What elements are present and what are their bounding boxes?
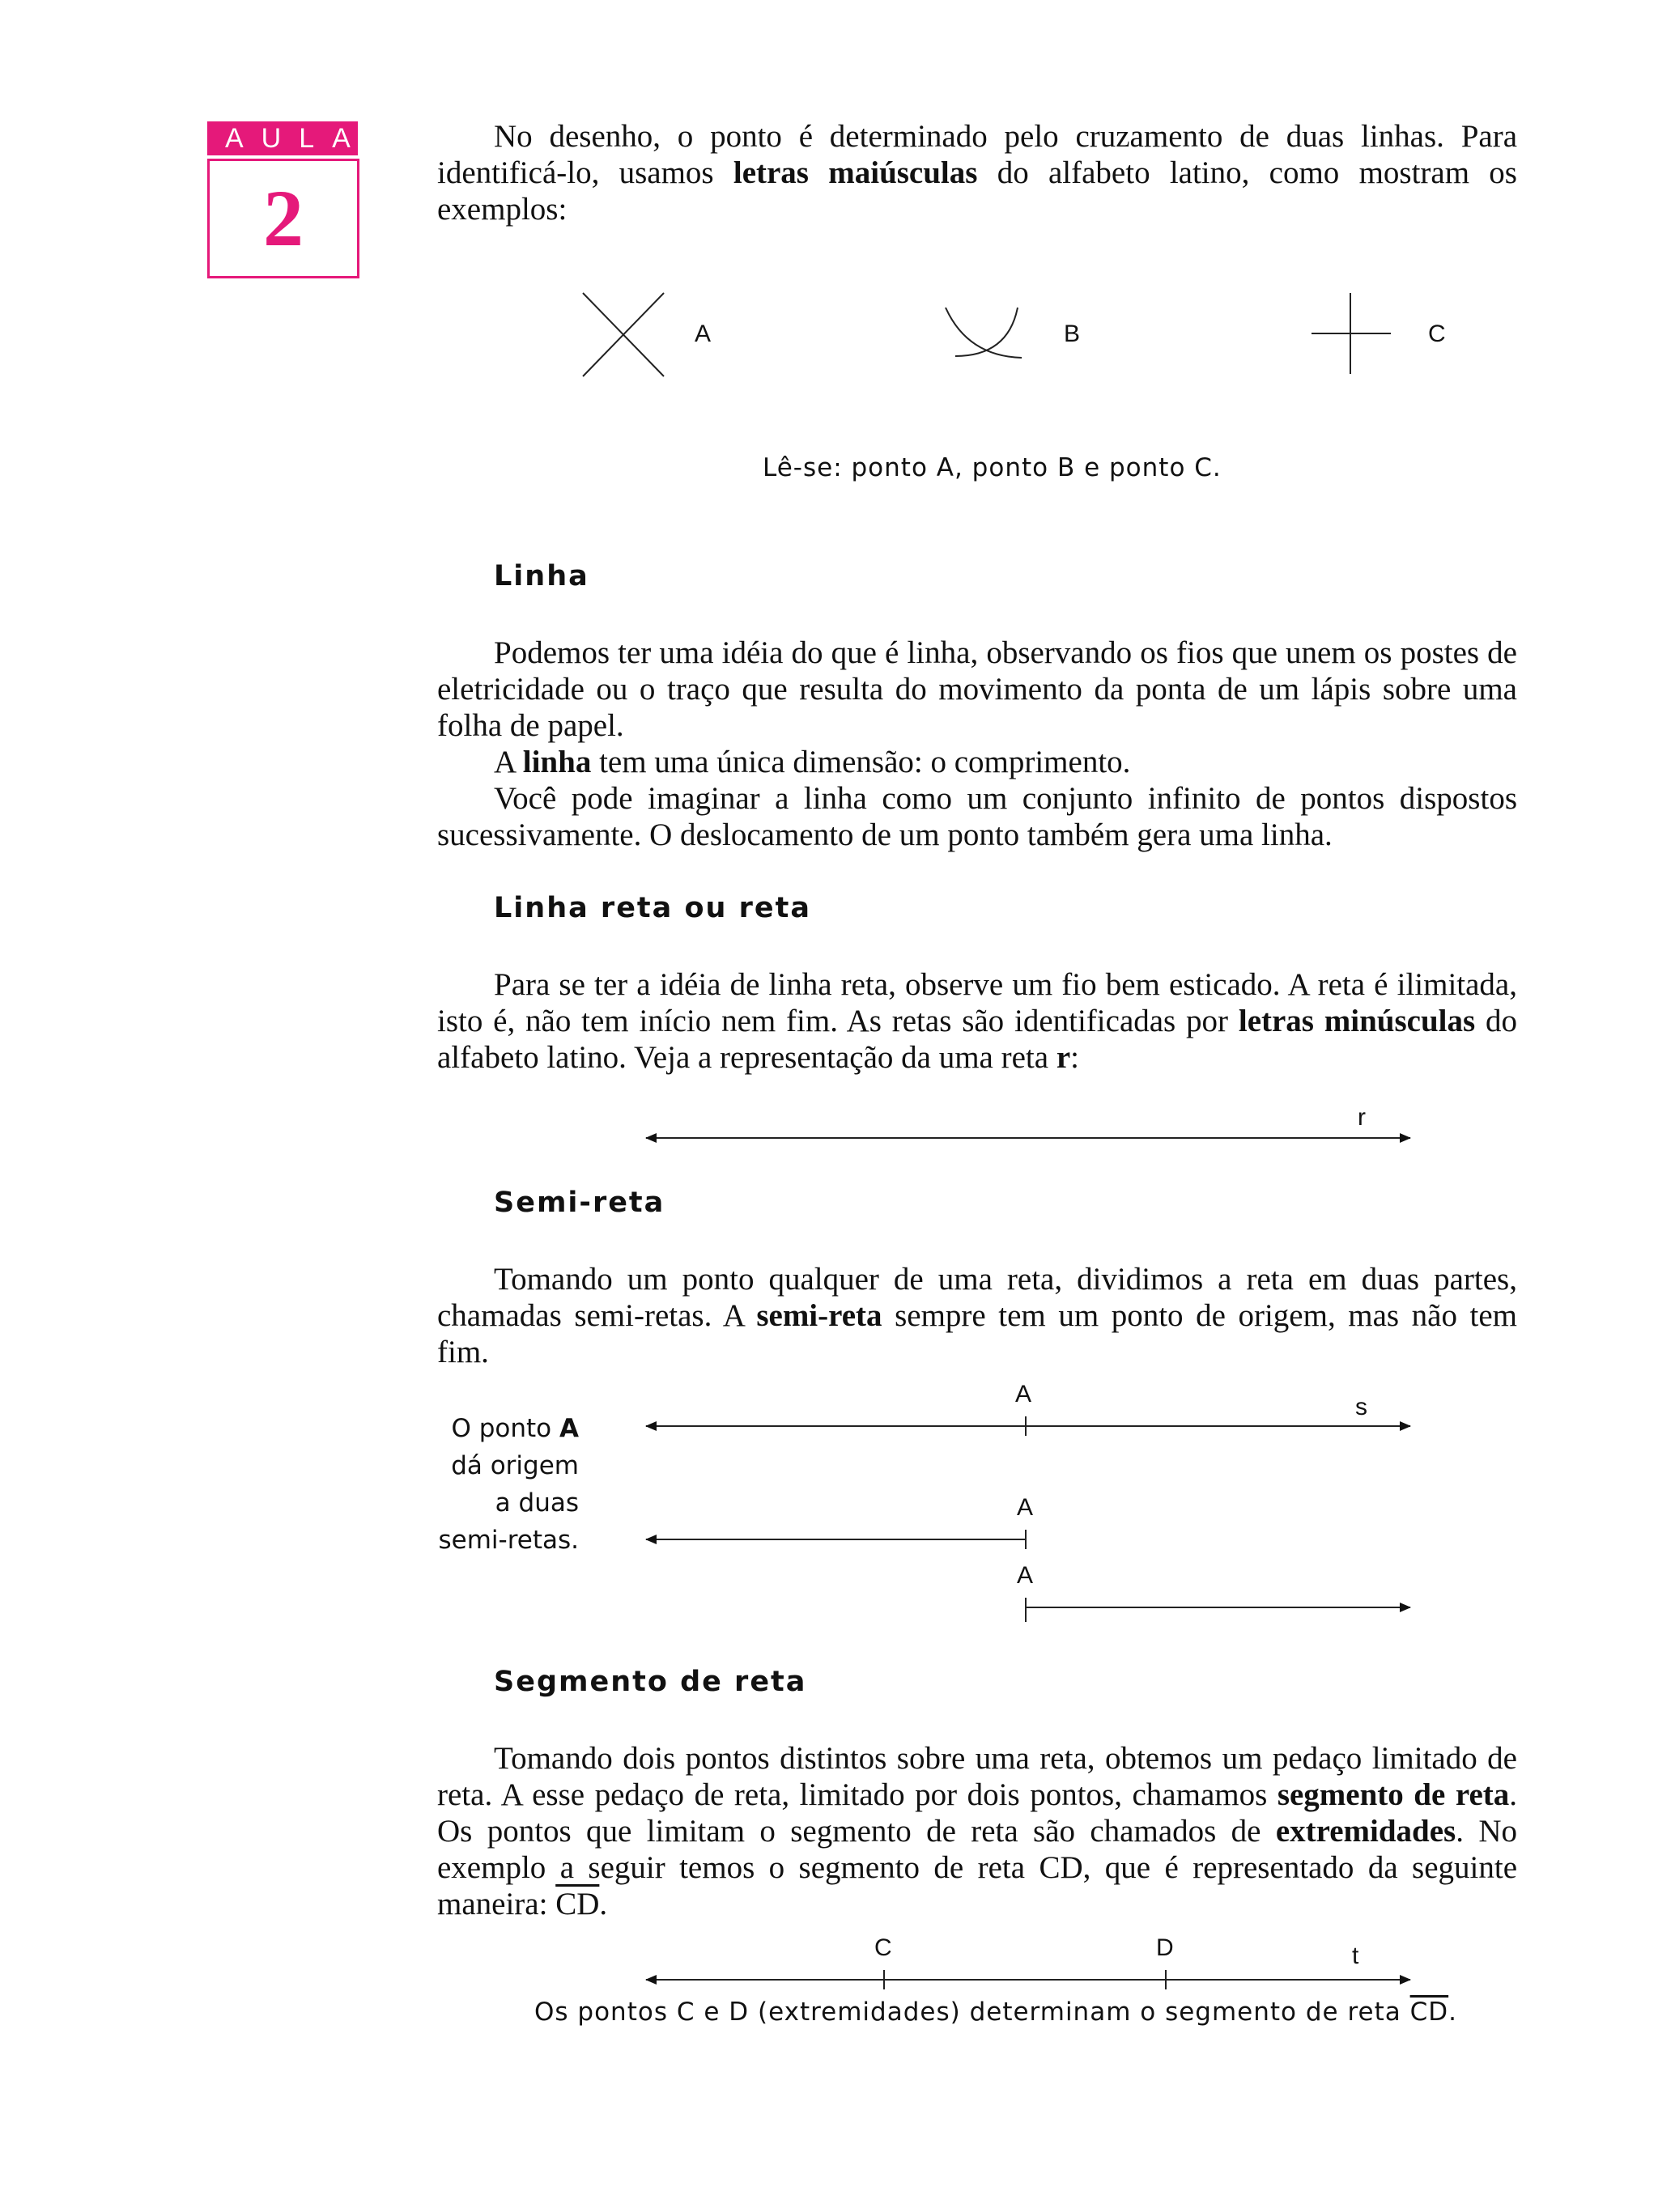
reta-p1-post: :	[1070, 1040, 1079, 1075]
segmento-p1-c: . Os pontos que limitam o segmento de reta são chamados de	[437, 1777, 1517, 1849]
semireta-p1-bold: semi-reta	[756, 1298, 882, 1333]
label-r: r	[1358, 1104, 1366, 1131]
linha-paragraph-1: Podemos ter uma idéia do que é linha, observando os fios que unem os postes de eletricidade ou o traço que resulta do movimento da ponta de um lápis sobre uma folha de papel.	[437, 635, 1517, 743]
lesson-badge-label: AULA	[207, 121, 358, 155]
intro-text: No desenho, o ponto é determinado pelo cruzamento de duas linhas. Para identificá-lo, usamos	[437, 119, 1517, 190]
point-c-plus	[1312, 293, 1391, 374]
heading-semireta: Semi-reta	[494, 1187, 665, 1219]
segmento-p1-e: . No exemplo a seguir temos o segmento de reta CD, que é representado da seguinte maneira:	[437, 1814, 1518, 1921]
linha-p2-pre: A	[494, 745, 523, 779]
side-note-pre: O ponto	[451, 1414, 559, 1443]
side-note-line-2: dá origem	[451, 1451, 579, 1480]
semireta-p1-post: sempre tem um ponto de origem, mas não tem fim.	[437, 1298, 1517, 1369]
reta-p1-pre: Para se ter a idéia de linha reta, observe um fio bem esticado. A reta é ilimitada, isto é, não tem início nem fim. As retas são identificadas por	[437, 967, 1517, 1038]
side-note-line-3: a duas	[495, 1488, 579, 1518]
label-a-line-s: A	[1015, 1381, 1032, 1407]
heading-segmento: Segmento de reta	[494, 1666, 807, 1698]
reta-p1-bold: letras minúsculas	[1238, 1004, 1476, 1038]
segmento-p1-g: .	[599, 1887, 608, 1921]
reta-p1-mid: do alfabeto latino. Veja a representação da uma reta	[437, 1004, 1517, 1075]
label-a-right: A	[1017, 1562, 1034, 1589]
label-s: s	[1355, 1394, 1367, 1420]
linha-p2-bold: linha	[522, 745, 592, 779]
side-note-bold: A	[559, 1414, 579, 1443]
point-b-curves	[946, 308, 1022, 358]
point-a-cross	[583, 293, 664, 376]
label-point-b: B	[1064, 321, 1081, 347]
semireta-paragraph	[437, 1261, 1517, 1370]
linha-p2-post: tem uma única dimensão: o comprimento.	[591, 745, 1131, 779]
reta-p1-bold-r: r	[1056, 1040, 1071, 1075]
intro-bold: letras maiúsculas	[733, 155, 978, 190]
label-t: t	[1352, 1942, 1359, 1969]
segmento-p1-d: extremidades	[1275, 1814, 1456, 1849]
heading-linha: Linha	[494, 560, 589, 592]
label-point-c: C	[1428, 321, 1446, 347]
segmento-paragraph	[437, 1740, 1517, 1922]
heading-reta: Linha reta ou reta	[494, 892, 811, 924]
points-caption: Lê-se: ponto A, ponto B e ponto C.	[763, 453, 1222, 482]
semireta-p1-pre: Tomando um ponto qualquer de uma reta, dividimos a reta em duas partes, chamadas semi-retas. A	[437, 1262, 1517, 1333]
reta-paragraph	[437, 966, 1517, 1076]
lesson-badge-number: 2	[207, 159, 359, 278]
side-note-line-1	[421, 1410, 579, 1447]
label-c: C	[874, 1934, 892, 1961]
linha-paragraph-3: Você pode imaginar a linha como um conjunto infinito de pontos dispostos sucessivamente. O deslocamento de um ponto também gera uma linha.	[437, 781, 1517, 852]
linha-paragraph-2	[437, 744, 1517, 780]
intro-text-2: do alfabeto latino, como mostram os exemplos:	[437, 155, 1517, 227]
segmento-caption-pre: Os pontos C e D (extremidades) determinam o segmento de reta	[534, 1998, 1410, 2027]
segmento-p1-a: Tomando dois pontos distintos sobre uma reta, obtemos um pedaço limitado de reta. A esse pedaço de reta, limitado por dois pontos, chamamos	[437, 1741, 1517, 1812]
segmento-p1-b: segmento de reta	[1277, 1777, 1510, 1812]
side-note-line-4: semi-retas.	[438, 1526, 579, 1555]
label-d: D	[1156, 1934, 1174, 1961]
label-a-left: A	[1017, 1494, 1034, 1521]
segmento-caption-cd: $\overline{CD}$	[1409, 1998, 1449, 2027]
segmento-caption	[534, 1998, 1457, 2027]
segmento-caption-post: .	[1448, 1998, 1457, 2027]
segmento-cd-notation: $\overline{CD}$	[555, 1887, 600, 1921]
semireta-side-note	[421, 1410, 579, 1559]
label-point-a: A	[695, 321, 712, 347]
